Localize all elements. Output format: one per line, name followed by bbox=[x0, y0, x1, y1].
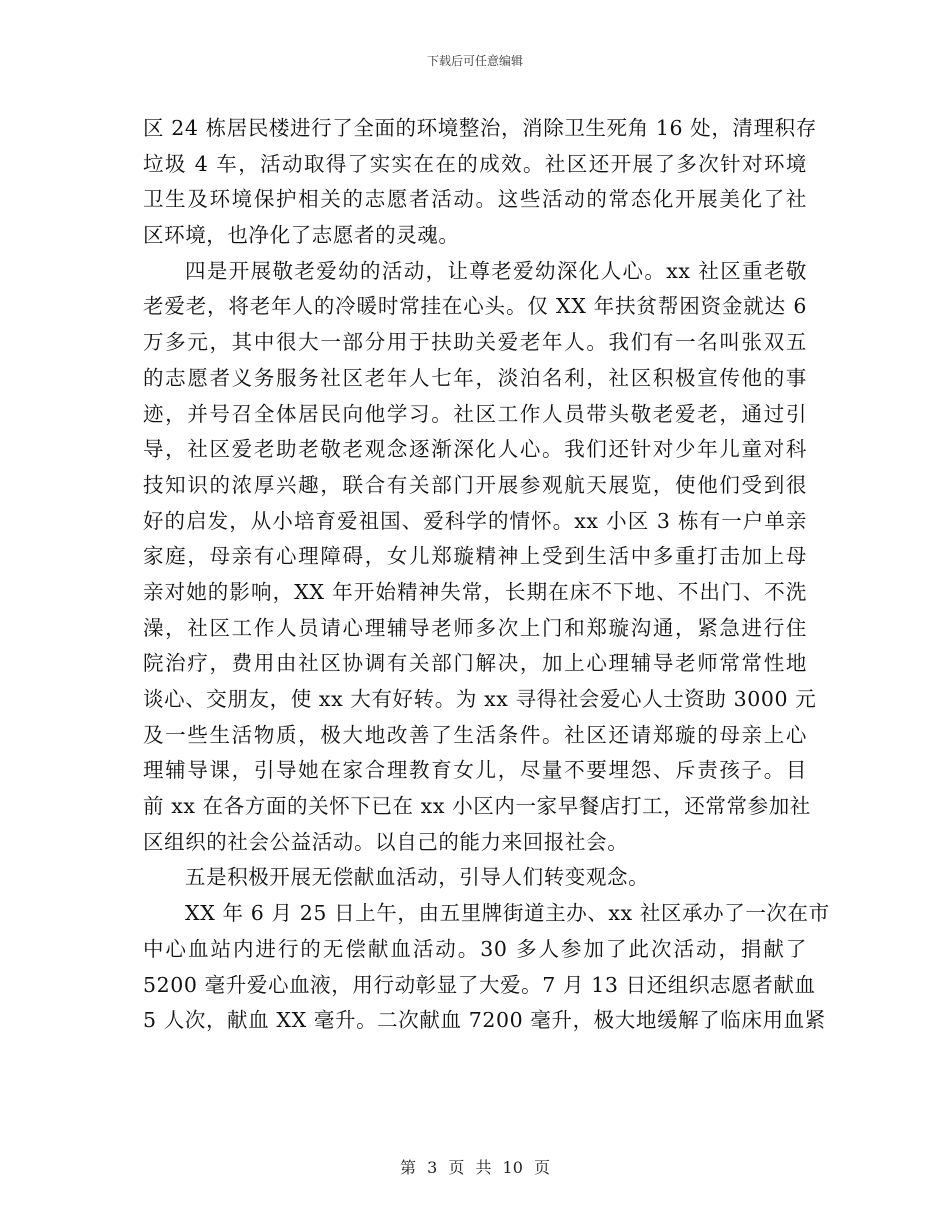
text-line: 院治疗，费用由社区协调有关部门解决，加上心理辅导老师常常性地 bbox=[143, 651, 807, 676]
text-line: 的志愿者义务服务社区老年人七年，淡泊名利，社区积极宣传他的事 bbox=[143, 365, 807, 390]
text-line: 技知识的浓厚兴趣，联合有关部门开展参观航天展览，使他们受到很 bbox=[143, 472, 807, 497]
text-line: 理辅导课，引导她在家合理教育女儿，尽量不要埋怨、斥责孩子。目 bbox=[143, 758, 807, 783]
text-line: 导，社区爱老助老敬老观念逐渐深化人心。我们还针对少年儿童对科 bbox=[143, 437, 807, 462]
text-line: 亲对她的影响，XX 年开始精神失常，长期在床不下地、不出门、不洗 bbox=[143, 579, 807, 604]
text-line: 迹，并号召全体居民向他学习。社区工作人员带头敬老爱老，通过引 bbox=[143, 401, 807, 426]
text-line: 五是积极开展无偿献血活动，引导人们转变观念。 bbox=[185, 865, 650, 890]
page-number: 第 3 页 共 10 页 bbox=[400, 1158, 550, 1177]
text-line: 澡，社区工作人员请心理辅导老师多次上门和郑璇沟通，紧急进行住 bbox=[143, 615, 807, 640]
text-line: 垃圾 4 车，活动取得了实实在在的成效。社区还开展了多次针对环境 bbox=[143, 151, 807, 176]
text-line: 谈心、交朋友，使 xx 大有好转。为 xx 寻得社会爱心人士资助 3000 元 bbox=[143, 687, 817, 711]
text-line: 卫生及环境保护相关的志愿者活动。这些活动的常态化开展美化了社 bbox=[143, 187, 807, 212]
text-line: 及一些生活物质，极大地改善了生活条件。社区还请郑璇的母亲上心 bbox=[143, 722, 807, 747]
text-line: 前 xx 在各方面的关怀下已在 xx 小区内一家早餐店打工，还常常参加社 bbox=[143, 794, 811, 819]
text-line: 区 24 栋居民楼进行了全面的环境整治，消除卫生死角 16 处，清理积存 bbox=[143, 116, 817, 140]
document-body bbox=[143, 111, 830, 1039]
text-line: 四是开展敬老爱幼的活动，让尊老爱幼深化人心。xx 社区重老敬 bbox=[185, 258, 807, 283]
text-line: 家庭，母亲有心理障碍，女儿郑璇精神上受到生活中多重打击加上母 bbox=[143, 544, 807, 569]
text-line: 区环境，也净化了志愿者的灵魂。 bbox=[143, 223, 460, 248]
text-line: 中心血站内进行的无偿献血活动。30 多人参加了此次活动，捐献了 bbox=[143, 936, 807, 961]
text-line: 5200 毫升爱心血液，用行动彰显了大爱。7 月 13 日还组织志愿者献血 bbox=[143, 972, 816, 997]
text-line: 好的启发，从小培育爱祖国、爱科学的情怀。xx 小区 3 栋有一户单亲 bbox=[143, 508, 807, 533]
text-line: 5 人次，献血 XX 毫升。二次献血 7200 毫升，极大地缓解了临床用血紧 bbox=[143, 1008, 826, 1033]
text-line: 万多元，其中很大一部分用于扶助关爱老年人。我们有一名叫张双五 bbox=[143, 330, 807, 355]
text-line: 区组织的社会公益活动。以自己的能力来回报社会。 bbox=[143, 829, 629, 854]
page-header: 下载后可任意编辑 bbox=[426, 54, 523, 68]
text-line: 老爱老，将老年人的冷暖时常挂在心头。仅 XX 年扶贫帮困资金就达 6 bbox=[143, 294, 807, 319]
text-line: XX 年 6 月 25 日上午，由五里牌街道主办、xx 社区承办了一次在市 bbox=[185, 901, 830, 926]
